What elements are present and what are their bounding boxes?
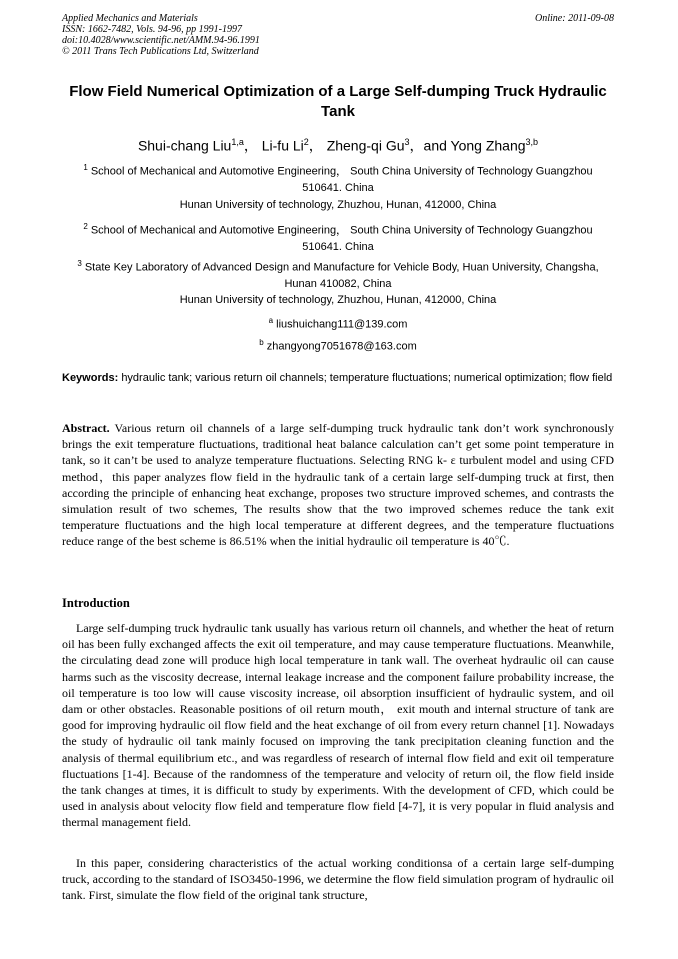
issn-line: ISSN: 1662-7482, Vols. 94-96, pp 1991-1997	[62, 24, 242, 35]
author-affiliation-mark: 1,a	[231, 137, 244, 147]
keywords-label: Keywords:	[62, 372, 119, 384]
keywords-text: hydraulic tank; various return oil channels; temperature fluctuations; numerical optimization; flow field	[121, 372, 613, 384]
affiliation-text: State Key Laboratory of Advanced Design and Manufacture for Vehicle Body, Huan University, Changsha, Hunan 410082, China	[84, 261, 599, 290]
author-separator: ，and	[409, 137, 447, 154]
author-name: Zheng-qi Gu	[326, 137, 405, 154]
email-b	[62, 335, 614, 355]
affiliation-hunan-1: Hunan University of technology, Zhuzhou, Hunan, 412000, China	[179, 199, 497, 211]
affiliation-text: School of Mechanical and Automotive Engineering， South China University of Technology Guangzhou 510641. China	[90, 224, 593, 253]
email-address: liushuichang111@139.com	[276, 318, 408, 331]
copyright-line: © 2011 Trans Tech Publications Ltd, Switzerland	[62, 46, 259, 57]
author-separator: ，	[308, 137, 323, 154]
affiliation-mark: 1	[83, 163, 88, 172]
author-affiliation-mark: 2	[303, 137, 309, 147]
abstract-label: Abstract.	[62, 421, 110, 435]
affiliation-3	[62, 256, 614, 292]
abstract-text: Various return oil channels of a large self-dumping truck hydraulic tank don’t work synchronously brings the exit temperature fluctuations, traditional heat balance calculation can’t get some point temperature in tank, so it can’t be used to analyze temperature fluctuations. Selecting RNG k- ε turbulent model and using CFD method，this paper analyzes flow field in the hydraulic tank of a certain large self-dumping truck at first, then according the principle of enhancing heat exchange, proposes two structure improved schemes, and contrasts the simulation result of two schemes, The results show that the two improved schemes reduce the tank exit temperature fluctuations and the high local temperature at different degrees, and the temperature fluctuations reduce range of the best scheme is 86.51% when the initial hydraulic oil temperature is 40℃.	[62, 421, 614, 549]
author-name: Yong Zhang	[450, 137, 526, 154]
introduction-paragraph-2: In this paper, considering characteristics of the actual working conditionsa of a certain large self-dumping truck, according to the standard of ISO3450-1996, we determine the flow field simulation program of hydraulic oil tank. First, simulate the flow field of the original tank structure,	[62, 856, 614, 903]
affiliation-1	[62, 160, 614, 196]
author-list	[62, 133, 614, 155]
affiliation-mark: 3	[77, 259, 82, 268]
abstract	[62, 420, 614, 550]
email-mark: a	[268, 316, 274, 325]
section-heading-introduction: Introduction	[62, 596, 130, 610]
affiliation-2	[62, 219, 614, 255]
author-separator: ，	[243, 137, 258, 154]
introduction-paragraph-1: Large self-dumping truck hydraulic tank usually has various return oil channels, and whether the heat of return oil has been fully exchanged affects the exit oil temperature, and may cause temperature fluctuations. Meanwhile, the circulating dead zone will produce high local temperature in tank wall. The overheat hydraulic oil can cause harms such as the viscosity decrease, internal leakage increase and the component failure probability increase, the oil temperature is too low will cause viscosity increase, oil absorption insufficient of hydraulic system, and oil dam or other obstacles. Reasonable positions of oil return mouth， exit mouth and internal structure of tank are good for improving hydraulic oil flow field and the heat exchange of oil from every return channel [1]. Nowadays the study of hydraulic oil tank mainly focused on improving the tank precipitation cleaning function and the analysis of thermal equilibrium etc., and was regardless of research of internal flow field and exit oil temperature fluctuations [1-4]. Because of the randomness of the temperature and velocity of return oil, the flow field inside the tank changes at times, it is difficult to study by experiments. With the development of CFD, which could be used in analysis about velocity flow field and temperature flow field [4-7], it is very popular in fluid analysis and thermal management field.	[62, 621, 614, 830]
affiliation-mark: 2	[83, 222, 88, 231]
affiliation-hunan-2: Hunan University of technology, Zhuzhou, Hunan, 412000, China	[179, 294, 497, 306]
author-affiliation-mark: 3	[404, 137, 410, 147]
doi-line: doi:10.4028/www.scientific.net/AMM.94-96.1991	[62, 35, 260, 46]
affiliation-text: School of Mechanical and Automotive Engineering， South China University of Technology Guangzhou 510641. China	[90, 165, 593, 194]
journal-header	[62, 13, 260, 57]
email-a	[62, 313, 614, 333]
paper-title: Flow Field Numerical Optimization of a Large Self-dumping Truck Hydraulic Tank	[69, 83, 607, 120]
email-address: zhangyong7051678@163.com	[266, 340, 417, 353]
author-affiliation-mark: 3,b	[525, 137, 539, 147]
online-date: Online: 2011-09-08	[535, 13, 614, 24]
author-name: Li-fu Li	[261, 137, 304, 154]
keywords	[62, 370, 614, 386]
email-mark: b	[259, 338, 264, 347]
author-name: Shui-chang Liu	[137, 137, 232, 154]
journal-name: Applied Mechanics and Materials	[62, 13, 198, 24]
